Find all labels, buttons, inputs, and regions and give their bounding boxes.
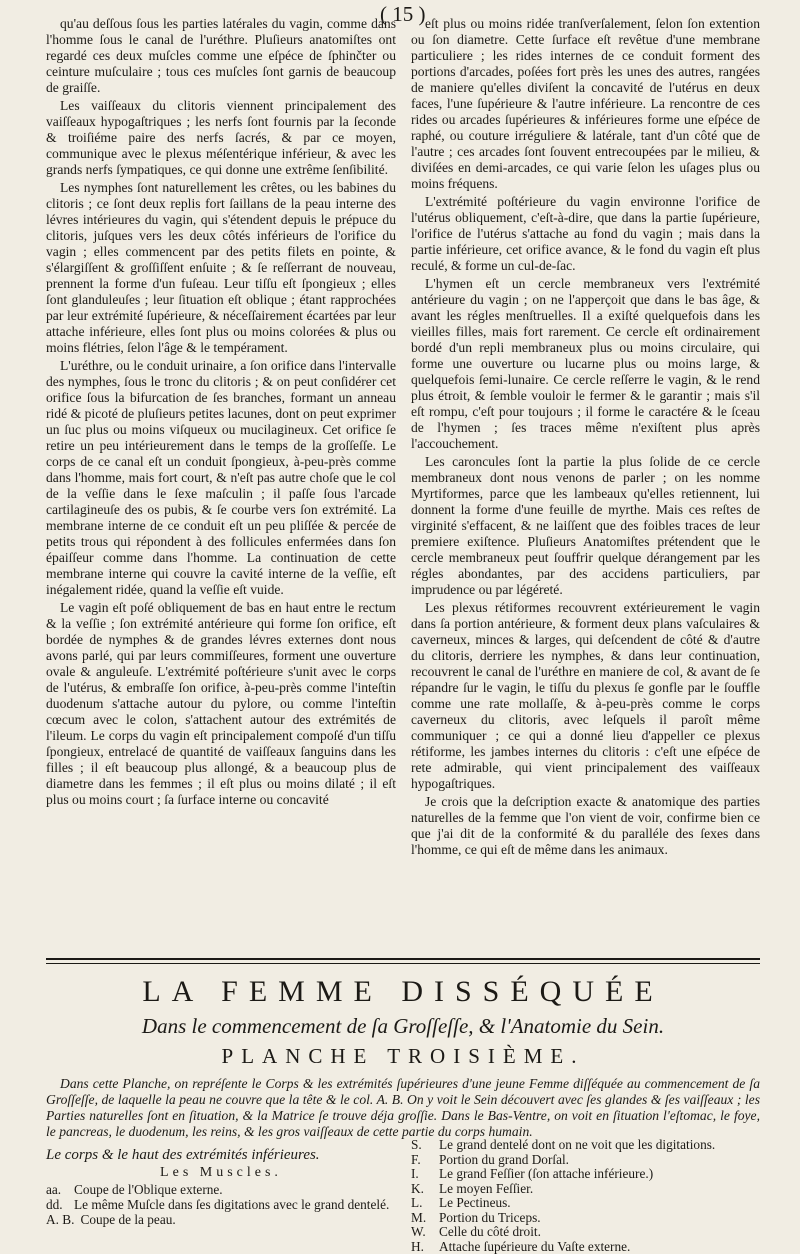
paragraph: Les caroncules ſont la partie la plus ſolide de ce cercle membraneux dont nous venons de parler ; on les nomme Myrtiformes, parce que les lambeaux qu'elles retiennent, lui donnent la forme d'une feuille de myrthe. Mais ces reſtes de virginité s'effacent, & ne laiſſent que des foibles traces de leur premiere exiſtence. Pluſieurs Anatomiſtes prétendent que le cercle membraneux peut ſouffrir quelque dérangement par les régles abondantes, par des accidens particuliers, par imprudence ou par légéreté. [411,454,760,598]
section-subtitle: Dans le commencement de ſa Groſſeſſe, & l'Anatomie du Sein. [46,1014,760,1039]
right-column [411,16,760,956]
legend-item [411,1225,760,1240]
legend-text: Le grand dentelé dont on ne voit que les digitations. [439,1138,760,1153]
legend-item [411,1167,760,1182]
legend-text: Le Pectineus. [439,1196,760,1211]
legend-key: H. [411,1240,433,1254]
legend-item [46,1197,396,1212]
legend-item [411,1153,760,1168]
section-title: LA FEMME DISSÉQUÉE [46,975,760,1009]
legend-text: Le moyen Feſſier. [439,1182,760,1197]
paragraph: Je crois que la deſcription exacte & anatomique des parties naturelles de la femme que l'on vient de voir, confirme bien ce que j'ai dit de la conformité & du paralléle des ſexes dans l'homme, ce qui eſt de même dans les animaux. [411,794,760,858]
legend-key: S. [411,1138,433,1153]
legend-right-column [411,1138,760,1254]
legend-item [46,1182,396,1197]
legend-item [411,1138,760,1153]
legend-text: Le grand Feſſier (ſon attache inférieure.) [439,1167,760,1182]
paragraph: Les vaiſſeaux du clitoris viennent principalement des vaiſſeaux hypogaſtriques ; les nerfs ſont fournis par la ſeconde & troiſiéme paire des nerfs ſacrés, & par ce moyen, communique avec le plexus méſentérique inférieur, & avec les grands nerfs ſympatiques, ce qui donne une extrême ſenſibilité. [46,98,396,178]
legend-item [411,1211,760,1226]
paragraph: eſt plus ou moins ridée tranſverſalement, ſelon ſon extention ou ſon diametre. Cette ſurface eſt revêtue d'une membrane particuliere ; les rides internes de ce conduit forment des portions d'arcades, poſées fort près les unes des autres, rangées de maniere qu'elles diviſent la concavité de l'utérus en deux faces, l'une ſupérieure & l'autre inférieure. La rencontre de ces rides ou arcades ſupérieures & inférieures forme une eſpéce de raphé, ou couture irréguliere & latérale, tant d'un côté que de l'autre ; ces arcades ſont ſouvent entrecoupées par le milieu, & diviſées en demi-arcades, ce qui varie ſelon les uſages plus ou moins fréquens. [411,16,760,192]
legend-text: Coupe de la peau. [80,1212,396,1227]
legend-text: Celle du côté droit. [439,1225,760,1240]
legend-left-column [46,1148,396,1227]
page-number: ( 15 ) [380,2,426,27]
divider-rule-thin [46,963,760,964]
legend-item [411,1196,760,1211]
legend-key: I. [411,1167,433,1182]
plate-description: Dans cette Planche, on repréſente le Corps & les extrémités ſupérieures d'une jeune Femme diſſéquée au commencement de ſa Groſſeſſe, de laquelle la peau ne couvre que la tête & le col. A. B. On y voit le Sein découvert avec ſes glandes & ſes vaiſſeaux ; les Parties naturelles ſont en ſituation, & la Matrice ſe trouve déja groſſie. Dans le Bas-Ventre, on voit en ſituation l'eſtomac, le foye, le pancreas, le duodenum, les reins, & les gros vaiſſeaux de cette partie du corps humain. [46,1076,760,1140]
paragraph: Le vagin eſt poſé obliquement de bas en haut entre le rectum & la veſſie ; ſon extrémité antérieure qui forme ſon orifice, eſt bordée de nymphes & de grandes lévres externes dont nous avons parlé, qui par leurs commiſſeures, forment une ouverture ovale & anguleuſe. L'extrémité poſtérieure s'unit avec le corps de l'utérus, & embraſſe ſon orifice, à-peu-près comme l'inteſtin duodenum s'attache autour du pylore, ou comme l'inteſtin cœcum avec le colon, s'attachent autour des extrémités de l'ileum. Le corps du vagin eſt principalement compoſé d'un tiſſu ſpongieux, entrelacé de quantité de vaiſſeaux ſanguins dans les filles ; il eſt beaucoup plus allongé, & a beaucoup plus de diametre dans les femmes ; il eſt plus ou moins dilaté ; il eſt plus ou moins court ; ſa ſurface interne ou concavité [46,600,396,808]
legend-text: Attache ſupérieure du Vaſte externe. [439,1240,760,1254]
legend-text: Portion du grand Dorſal. [439,1153,760,1168]
legend-item [411,1240,760,1254]
paragraph: Les nymphes ſont naturellement les crêtes, ou les babines du clitoris ; ce ſont deux replis fort ſaillans de la peau interne des lévres intérieures du vagin, qui s'étendent depuis le prépuce du clitoris, juſques vers les deux côtés inférieurs de l'orifice du vagin ; elles commencent par des petits filets en pointe, & s'élargiſſent & groſſiſſent enſuite ; & ſe reſſerrant de nouveau, prennent la forme d'un fuſeau. Leur tiſſu eſt ſpongieux ; elles ſont glanduleuſes ; leur ſituation eſt oblique ; étant rapprochées par leur extrémité ſupérieure, & néceſſairement écartées par leur attache inférieure, elles ſont plus ou moins colorées & plus ou moins flétries, ſelon l'âge & le tempérament. [46,180,396,356]
legend-key: K. [411,1182,433,1197]
paragraph: L'hymen eſt un cercle membraneux vers l'extrémité antérieure du vagin ; on ne l'apperçoit que dans le bas âge, & avant les régles menſtruelles. Il a exiſté quelquefois dans les vieilles filles, mais fort rarement. Ce cercle eſt ordinairement bordé d'un repli membraneux plus ou moins circulaire, qui forme une ouverture ou lucarne plus ou moins large, & quelquefois ſemi-lunaire. Ce cercle reſſerre le vagin, & le rend plus étroit, & ſemble vouloir le fermer & le garantir ; mais s'il eſt rompu, c'eſt pour toujours ; il forme le caractére & le ſceau de l'hymen ; ſes traces même n'exiſtent plus après l'accouchement. [411,276,760,452]
plate-heading: PLANCHE TROISIÈME. [46,1044,760,1069]
legend-key: M. [411,1211,433,1226]
paragraph: qu'au deſſous ſous les parties latérales du vagin, comme dans l'homme ſous le canal de l'uréthre. Pluſieurs anatomiſtes ont regardé ces deux muſcles comme une eſpéce de ſphinčter ou ceinture muſculaire ; tous ces muſcles ſont garnis de beaucoup de graiſſe. [46,16,396,96]
legend-key: W. [411,1225,433,1240]
legend-key: A. B. [46,1212,74,1227]
paragraph: L'extrémité poſtérieure du vagin environne l'orifice de l'utérus obliquement, c'eſt-à-dire, que dans la partie ſupérieure, l'orifice de l'utérus s'attache au fond du vagin ; mais dans la partie inférieure, cet orifice avance, & le fond du vagin eſt plus reculé, & forme un cul-de-ſac. [411,194,760,274]
paragraph: Les plexus rétiformes recouvrent extérieurement le vagin dans ſa portion antérieure, & forment deux plans vaſculaires & caverneux, minces & larges, qui deſcendent de côté & d'autre du clitoris, derriere les nymphes, & dans leur continuation, recouvrent le canal de l'uréthre en maniere de col, & avant de ſe répandre ſur le vagin, le tiſſu du plexus ſe gonfle par le ſouffle comme une rate mollaſſe, & à-peu-près comme le corps caverneux du clitoris, avec leſquels il paroît même communiquer ; ce qui a donné lieu d'appeller ce plexus rétiforme, les jambes internes du clitoris : c'eſt une eſpéce de rete admirable, qui vient principalement des vaiſſeaux hypogaſtriques. [411,600,760,792]
legend-heading: Le corps & le haut des extrémités inférieures. [46,1148,396,1163]
muscles-heading: Les Muscles. [46,1165,396,1180]
divider-rule [46,958,760,960]
legend-key: L. [411,1196,433,1211]
legend-item [411,1182,760,1197]
legend-key: dd. [46,1197,68,1212]
legend-key: aa. [46,1182,68,1197]
legend-text: Le même Muſcle dans ſes digitations avec le grand dentelé. [74,1197,396,1212]
legend-text: Coupe de l'Oblique externe. [74,1182,396,1197]
left-column [46,16,396,956]
legend-text: Portion du Triceps. [439,1211,760,1226]
legend-key: F. [411,1153,433,1168]
paragraph: L'uréthre, ou le conduit urinaire, a ſon orifice dans l'intervalle des nymphes, ſous le tronc du clitoris ; & on peut conſidérer cet orifice ſous la bifurcation de ſes branches, formant un anneau ridé & picoté de pluſieurs petites lacunes, dont on peut exprimer un ſuc plus ou moins viſqueux ou mucilagineux. Cet orifice ſe retire un peu intérieurement dans le temps de la groſſeſſe. Le corps de ce canal eſt un conduit ſpongieux, à-peu-près comme dans l'homme, mais fort court, & n'eſt pas autre choſe que le col de la veſſie dans le ſexe maſculin ; il paſſe ſous l'arcade cartilagineuſe des os pubis, & ſe courbe vers ſon extrémité. La membrane interne de ce conduit eſt un peu pliſſée & percée de petits trous qui répondent à des follicules enfermées dans ſon épaiſſeur comme dans l'homme. La continuation de cette membrane interne qui couvre la cavité interne de la veſſie, eſt inégalement ridée, quand la veſſie eſt vuide. [46,358,396,598]
